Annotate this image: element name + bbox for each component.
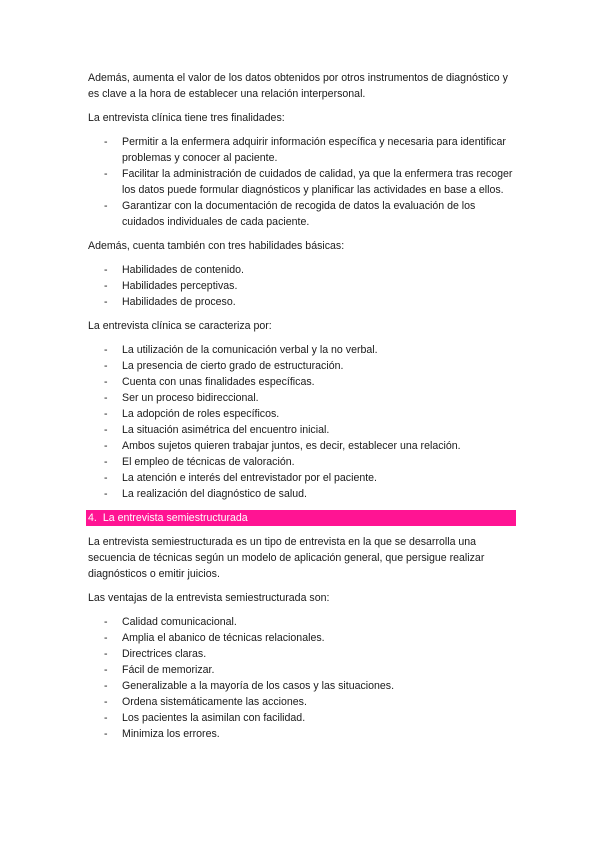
dash-bullet: - (104, 440, 108, 452)
list-item: - La presencia de cierto grado de estructuración. (104, 360, 344, 372)
dash-bullet: - (104, 696, 108, 708)
dash-bullet: - (104, 200, 108, 212)
dash-bullet: - (104, 680, 108, 692)
list-item: - Los pacientes la asimilan con facilidad. (104, 712, 306, 724)
list-item: - Calidad comunicacional. (104, 616, 237, 628)
paragraph-intro: Además, aumenta el valor de los datos obtenidos por otros instrumentos de diagnóstico y es clave a la hora de establecer una relación interpersonal. (88, 72, 508, 100)
dash-bullet: - (104, 648, 108, 660)
list-habilidades (88, 262, 518, 310)
dash-bullet: - (104, 264, 108, 276)
document-body (88, 70, 518, 750)
list-item: - El empleo de técnicas de valoración. (104, 456, 295, 468)
list-item: - La utilización de la comunicación verbal y la no verbal. (104, 344, 378, 356)
list-item: - Fácil de memorizar. (104, 664, 215, 676)
list-item: - Ambos sujetos quieren trabajar juntos, es decir, establecer una relación. (104, 440, 461, 452)
dash-bullet: - (104, 136, 108, 148)
dash-bullet: - (104, 424, 108, 436)
section-title: La entrevista semiestructurada (102, 512, 248, 524)
dash-bullet: - (104, 408, 108, 420)
list-item: - Directrices claras. (104, 648, 207, 660)
list-item: - La situación asimétrica del encuentro inicial. (104, 424, 330, 436)
dash-bullet: - (104, 280, 108, 292)
paragraph-finalidades-intro: La entrevista clínica tiene tres finalidades: (88, 112, 285, 124)
dash-bullet: - (104, 616, 108, 628)
dash-bullet: - (104, 360, 108, 372)
paragraph-habilidades-intro: Además, cuenta también con tres habilidades básicas: (88, 240, 345, 252)
dash-bullet: - (104, 488, 108, 500)
list-item: - Generalizable a la mayoría de los casos y las situaciones. (104, 680, 395, 692)
dash-bullet: - (104, 344, 108, 356)
dash-bullet: - (104, 472, 108, 484)
list-item: - Permitir a la enfermera adquirir información específica y necesaria para identificar problemas y conocer al paciente. (104, 136, 506, 164)
paragraph-caracteristicas-intro: La entrevista clínica se caracteriza por: (88, 320, 272, 332)
list-item: - Ordena sistemáticamente las acciones. (104, 696, 307, 708)
dash-bullet: - (104, 376, 108, 388)
list-item: - Amplia el abanico de técnicas relacionales. (104, 632, 325, 644)
dash-bullet: - (104, 456, 108, 468)
list-item: - Minimiza los errores. (104, 728, 220, 740)
list-finalidades (88, 134, 518, 230)
dash-bullet: - (104, 664, 108, 676)
list-item: - La realización del diagnóstico de salud. (104, 488, 307, 500)
list-caracteristicas (88, 342, 518, 502)
paragraph-ventajas-intro: Las ventajas de la entrevista semiestructurada son: (88, 592, 330, 604)
paragraph-semiestructurada-definition: La entrevista semiestructurada es un tipo de entrevista en la que se desarrolla una secuencia de técnicas según un modelo de aplicación general, que persigue realizar diagnósticos o emitir juicios. (88, 536, 485, 580)
dash-bullet: - (104, 728, 108, 740)
dash-bullet: - (104, 712, 108, 724)
list-item: - La adopción de roles específicos. (104, 408, 280, 420)
dash-bullet: - (104, 168, 108, 180)
section-number: 4. (88, 512, 97, 524)
list-ventajas (88, 614, 518, 742)
list-item: - La atención e interés del entrevistador por el paciente. (104, 472, 378, 484)
list-item: - Garantizar con la documentación de recogida de datos la evaluación de los cuidados individuales de cada paciente. (104, 200, 476, 228)
list-item: - Habilidades de proceso. (104, 296, 236, 308)
section-heading-semiestructurada (86, 510, 516, 526)
list-item: - Cuenta con unas finalidades específicas. (104, 376, 315, 388)
dash-bullet: - (104, 392, 108, 404)
dash-bullet: - (104, 632, 108, 644)
list-item: - Ser un proceso bidireccional. (104, 392, 259, 404)
dash-bullet: - (104, 296, 108, 308)
list-item: - Habilidades de contenido. (104, 264, 244, 276)
list-item: - Habilidades perceptivas. (104, 280, 238, 292)
list-item: - Facilitar la administración de cuidados de calidad, ya que la enfermera tras recoger los datos puede formular diagnósticos y planificar las actividades en base a ellos. (104, 168, 513, 196)
